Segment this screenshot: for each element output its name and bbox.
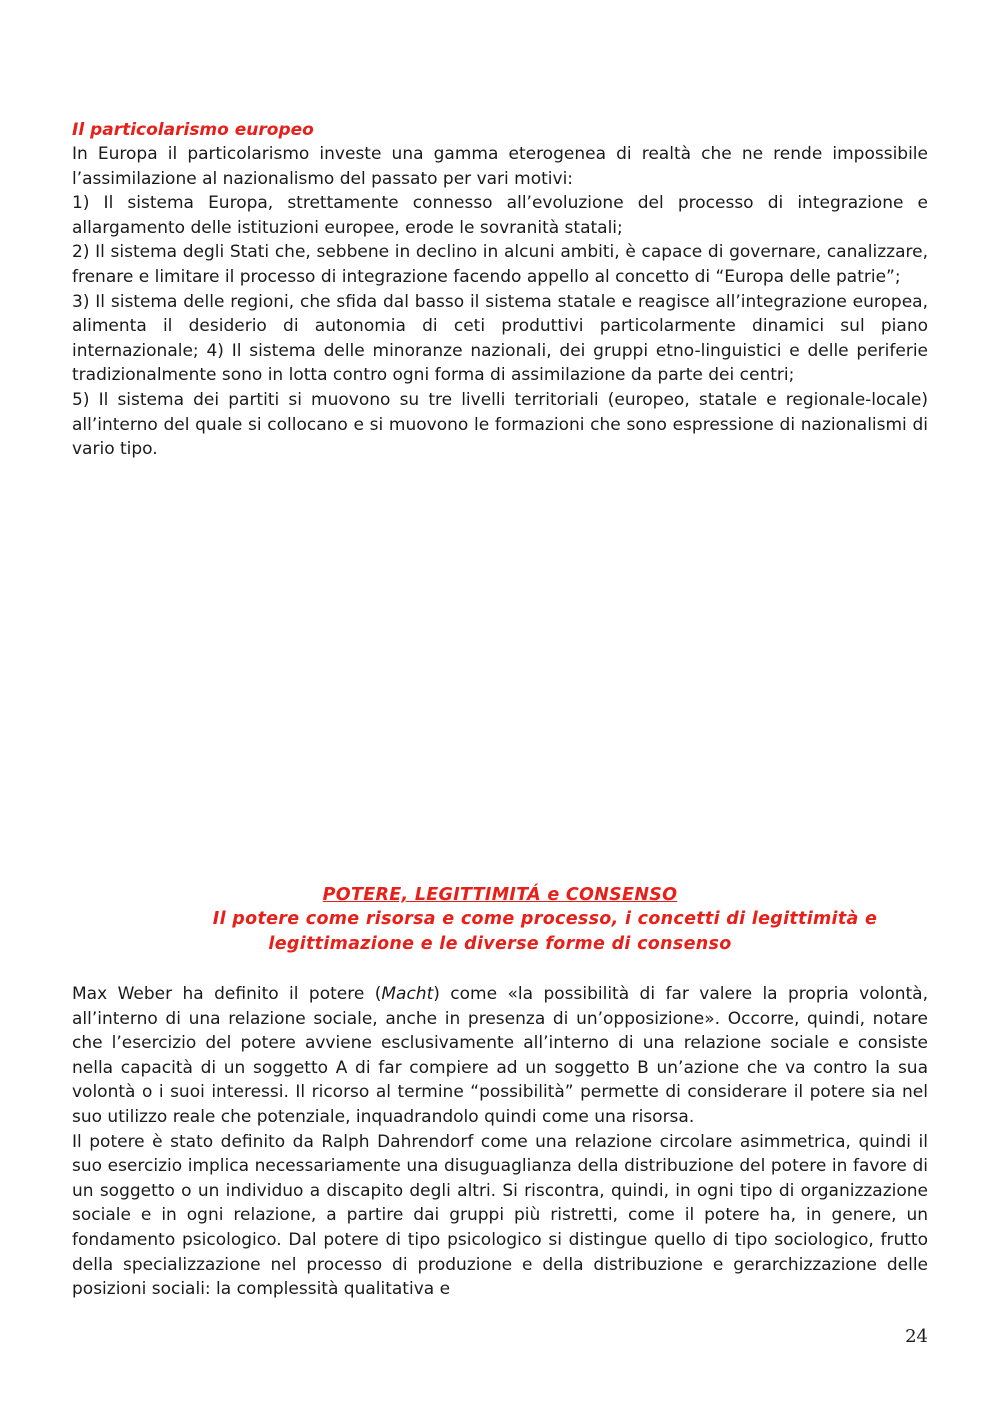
chapter-title: POTERE, LEGITTIMITÁ e CONSENSO	[322, 885, 678, 905]
page-number: 24	[905, 1326, 928, 1347]
paragraph	[72, 982, 928, 1130]
list-item: 3) Il sistema delle regioni, che sfida dal basso il sistema statale e reagisce all’integrazione europea, alimenta il desiderio di autonomia di ceti produttivi particolarmente dinamici sul piano internazionale; 4) Il sistema delle minoranze nazionali, dei gruppi etno-linguistici e delle periferie tradizionalmente sono in lotta contro ogni forma di assimilazione da parte dei centri;	[72, 291, 928, 386]
chapter-subtitle-line-2: legittimazione e le diverse forme di consenso	[268, 933, 732, 954]
italic-term: Macht	[381, 984, 434, 1004]
chapter-subtitle-line-1: Il potere come risorsa e come processo, i concetti di legittimità e	[212, 909, 878, 929]
list-item: 5) Il sistema dei partiti si muovono su tre livelli territoriali (europeo, statale e regionale-locale) all’interno del quale si collocano e si muovono le formazioni che sono espressione di nazionalismi di vario tipo.	[72, 389, 928, 460]
list-item: 2) Il sistema degli Stati che, sebbene in declino in alcuni ambiti, è capace di governare, canalizzare, frenare e limitare il processo di integrazione facendo appello al concetto di “Europa delle patrie”;	[72, 242, 928, 287]
section-heading: Il particolarismo europeo	[72, 120, 314, 140]
paragraph: In Europa il particolarismo investe una gamma eterogenea di realtà che ne rende impossibile l’assimilazione al nazionalismo del passato per vari motivi:	[72, 144, 928, 189]
list-item: 1) Il sistema Europa, strettamente connesso all’evoluzione del processo di integrazione e allargamento delle istituzioni europee, erode le sovranità statali;	[72, 193, 928, 238]
paragraph: Il potere è stato definito da Ralph Dahrendorf come una relazione circolare asimmetrica, quindi il suo esercizio implica necessariamente una disuguaglianza della distribuzione del potere in favore di un soggetto o un individuo a discapito degli altri. Si riscontra, quindi, in ogni tipo di organizzazione sociale e in ogni relazione, a partire dai gruppi più ristretti, come il potere ha, in genere, un fondamento psicologico. Dal potere di tipo psicologico si distingue quello di tipo sociologico, frutto della specializzazione nel processo di produzione e della distribuzione e gerarchizzazione delle posizioni sociali: la complessità qualitativa e	[72, 1131, 928, 1300]
text-run: ) come «la possibilità di far valere la propria volontà, all’interno di una relazione sociale, anche in presenza di un’opposizione». Occorre, quindi, notare che l’esercizio del potere avviene esclusivamente all’interno di una relazione sociale e consiste nella capacità di un soggetto A di far compiere ad un soggetto B un’azione che va contro la sua volontà o i suoi interessi. Il ricorso al termine “possibilità” permette di considerare il potere sia nel suo utilizzo reale che potenziale, inquadrandolo quindi come una risorsa.	[72, 984, 929, 1127]
chapter-title-block	[72, 883, 928, 956]
section-body	[72, 142, 928, 462]
chapter-body	[72, 982, 928, 1302]
text-run: Max Weber ha definito il potere (	[72, 984, 382, 1004]
